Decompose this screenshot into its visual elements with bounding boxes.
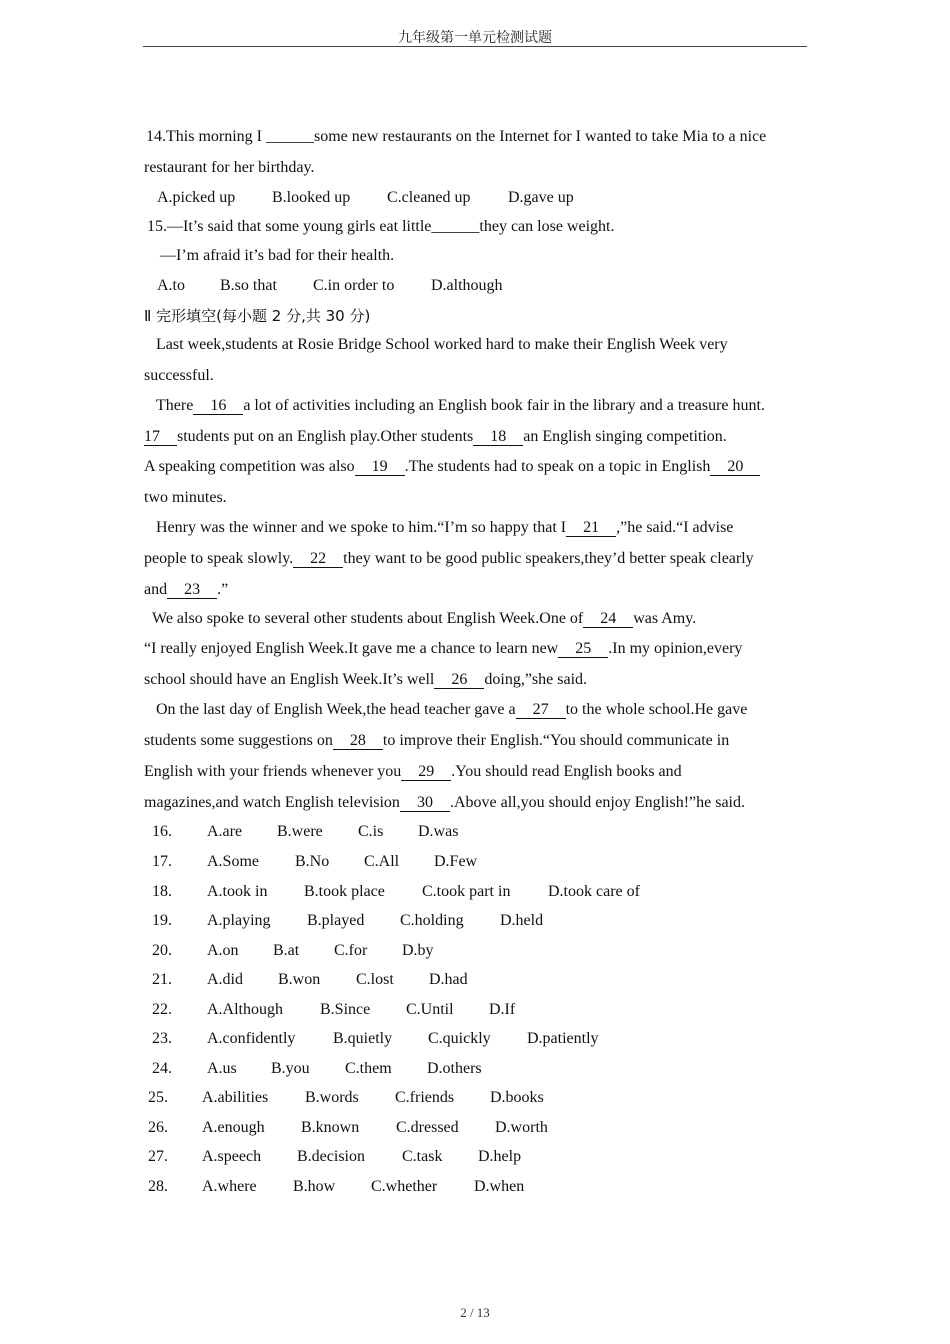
choice-number: 23.	[152, 1030, 172, 1047]
choice-option: D.held	[500, 912, 544, 929]
choice-option: D.had	[429, 971, 468, 988]
passage-line: Henry was the winner and we spoke to him.“I’m so happy that I 21 ,”he said.“I advise	[156, 519, 734, 536]
blank-29: 29	[401, 763, 451, 781]
q15-options	[144, 276, 644, 296]
choice-option: B.quietly	[333, 1030, 393, 1047]
choice-option: B.known	[301, 1119, 360, 1136]
choice-option: B.were	[277, 823, 323, 840]
choice-option: B.took place	[304, 883, 385, 900]
q14-option-a: A.picked up	[157, 189, 236, 206]
choice-row-19	[144, 911, 704, 931]
choice-option: A.confidently	[207, 1030, 296, 1047]
choice-number: 26.	[148, 1119, 168, 1136]
q14-option-c: C.cleaned up	[387, 189, 471, 206]
q14-option-d: D.gave up	[508, 189, 574, 206]
choice-option: A.where	[202, 1178, 257, 1195]
choice-option: D.others	[427, 1060, 482, 1077]
choice-option: C.task	[402, 1148, 443, 1165]
choice-option: B.you	[271, 1060, 310, 1077]
choice-number: 16.	[152, 823, 172, 840]
choice-option: D.took care of	[548, 883, 640, 900]
choice-number: 17.	[152, 853, 172, 870]
passage-line: magazines,and watch English television 30 .Above all,you should enjoy English!”he said.	[144, 794, 745, 811]
choice-option: C.holding	[400, 912, 464, 929]
choice-number: 19.	[152, 912, 172, 929]
blank-27: 27	[516, 701, 566, 719]
q15-option-c: C.in order to	[313, 277, 395, 294]
choice-option: A.enough	[202, 1119, 265, 1136]
blank-25: 25	[558, 640, 608, 658]
q14-option-b: B.looked up	[272, 189, 351, 206]
choice-option: A.abilities	[202, 1089, 269, 1106]
page-header: 九年级第一单元检测试题	[398, 30, 552, 46]
passage-line: We also spoke to several other students about English Week.One of 24 was Amy.	[152, 610, 697, 627]
choice-option: B.Since	[320, 1001, 371, 1018]
passage-line: There 16 a lot of activities including an English book fair in the library and a treasure hunt.	[156, 397, 765, 414]
q14-options	[144, 188, 644, 208]
q15-option-b: B.so that	[220, 277, 277, 294]
passage-line: and 23 .”	[144, 581, 229, 598]
choice-option: A.are	[207, 823, 243, 840]
passage-line: English with your friends whenever you 29 .You should read English books and	[144, 763, 682, 780]
choice-option: C.whether	[371, 1178, 438, 1195]
passage-line: On the last day of English Week,the head teacher gave a 27 to the whole school.He gave	[156, 701, 748, 718]
choice-option: D.Few	[434, 853, 478, 870]
passage-line: people to speak slowly. 22 they want to be good public speakers,they’d better speak clearly	[144, 550, 754, 567]
choice-option: B.decision	[297, 1148, 365, 1165]
q15-line2: —I’m afraid it’s bad for their health.	[160, 247, 395, 264]
choice-option: B.how	[293, 1178, 336, 1195]
blank-21: 21	[566, 519, 616, 537]
choice-row-28	[144, 1177, 704, 1197]
choice-number: 21.	[152, 971, 172, 988]
choice-row-18	[144, 882, 704, 902]
choice-option: C.dressed	[396, 1119, 459, 1136]
choice-option: C.them	[345, 1060, 392, 1077]
choice-option: C.lost	[356, 971, 394, 988]
blank-22: 22	[293, 550, 343, 568]
section-title-cloze: Ⅱ 完形填空(每小题 2 分,共 30 分)	[144, 307, 371, 325]
passage-line: successful.	[144, 367, 214, 384]
choice-option: D.patiently	[527, 1030, 599, 1047]
blank-18: 18	[473, 428, 523, 446]
choice-row-27	[144, 1147, 704, 1167]
choice-row-21	[144, 970, 704, 990]
passage-line: 17 students put on an English play.Other students 18 an English singing competition.	[144, 428, 727, 445]
choice-option: A.Some	[207, 853, 259, 870]
choice-number: 25.	[148, 1089, 168, 1106]
header-divider	[143, 46, 807, 47]
choice-option: C.Until	[406, 1001, 454, 1018]
blank-16: 16	[193, 397, 243, 415]
choice-row-23	[144, 1029, 704, 1049]
blank-24: 24	[583, 610, 633, 628]
q15-option-a: A.to	[157, 277, 185, 294]
choice-option: C.for	[334, 942, 368, 959]
choice-option: D.If	[489, 1001, 516, 1018]
choice-option: C.is	[358, 823, 384, 840]
choice-number: 22.	[152, 1001, 172, 1018]
choice-option: D.by	[402, 942, 434, 959]
page-number: 2 / 13	[460, 1305, 490, 1320]
choice-option: B.at	[273, 942, 300, 959]
choice-option: D.was	[418, 823, 459, 840]
choice-option: C.All	[364, 853, 400, 870]
choice-row-26	[144, 1118, 704, 1138]
choice-number: 27.	[148, 1148, 168, 1165]
blank-26: 26	[434, 671, 484, 689]
blank-19: 19	[355, 458, 405, 476]
choice-option: A.us	[207, 1060, 237, 1077]
choice-row-25	[144, 1088, 704, 1108]
choice-row-22	[144, 1000, 704, 1020]
choice-option: C.took part in	[422, 883, 511, 900]
choice-option: A.playing	[207, 912, 271, 929]
passage-line: A speaking competition was also 19 .The students had to speak on a topic in English 20	[144, 457, 760, 477]
choice-number: 20.	[152, 942, 172, 959]
passage-line: students some suggestions on 28 to improve their English.“You should communicate in	[144, 732, 730, 749]
choice-option: A.speech	[202, 1148, 262, 1165]
choice-number: 28.	[148, 1178, 168, 1195]
choice-option: B.won	[278, 971, 321, 988]
choice-option: C.friends	[395, 1089, 455, 1106]
choice-number: 18.	[152, 883, 172, 900]
blank-23: 23	[167, 581, 217, 599]
choice-option: A.did	[207, 971, 243, 988]
choice-row-17	[144, 852, 704, 872]
q15-option-d: D.although	[431, 277, 503, 294]
choice-option: D.help	[478, 1148, 522, 1165]
q14-line2: restaurant for her birthday.	[144, 159, 315, 176]
choice-row-24	[144, 1059, 704, 1079]
choice-option: D.books	[490, 1089, 544, 1106]
choice-number: 24.	[152, 1060, 172, 1077]
choice-option: A.on	[207, 942, 239, 959]
choice-option: B.No	[295, 853, 330, 870]
passage-line: Last week,students at Rosie Bridge School worked hard to make their English Week very	[156, 336, 728, 353]
blank-30: 30	[400, 794, 450, 812]
blank-20: 20	[710, 458, 760, 476]
blank-28: 28	[333, 732, 383, 750]
blank-17: 17	[144, 428, 177, 446]
choice-option: D.worth	[495, 1119, 548, 1136]
choice-option: A.Although	[207, 1001, 283, 1018]
choice-row-20	[144, 941, 704, 961]
choice-option: B.played	[307, 912, 365, 929]
passage-line: “I really enjoyed English Week.It gave me a chance to learn new 25 .In my opinion,every	[144, 640, 743, 657]
passage-line: two minutes.	[144, 489, 227, 506]
choice-option: A.took in	[207, 883, 268, 900]
passage-line: school should have an English Week.It’s well 26 doing,”she said.	[144, 671, 588, 688]
choice-option: B.words	[305, 1089, 359, 1106]
q14-line1: 14.This morning I ______some new restaurants on the Internet for I wanted to take Mia to a nice	[146, 128, 767, 145]
q15-line1: 15.—It’s said that some young girls eat little______they can lose weight.	[147, 218, 615, 235]
choice-option: C.quickly	[428, 1030, 491, 1047]
choice-option: D.when	[474, 1178, 525, 1195]
choice-row-16	[144, 822, 704, 842]
